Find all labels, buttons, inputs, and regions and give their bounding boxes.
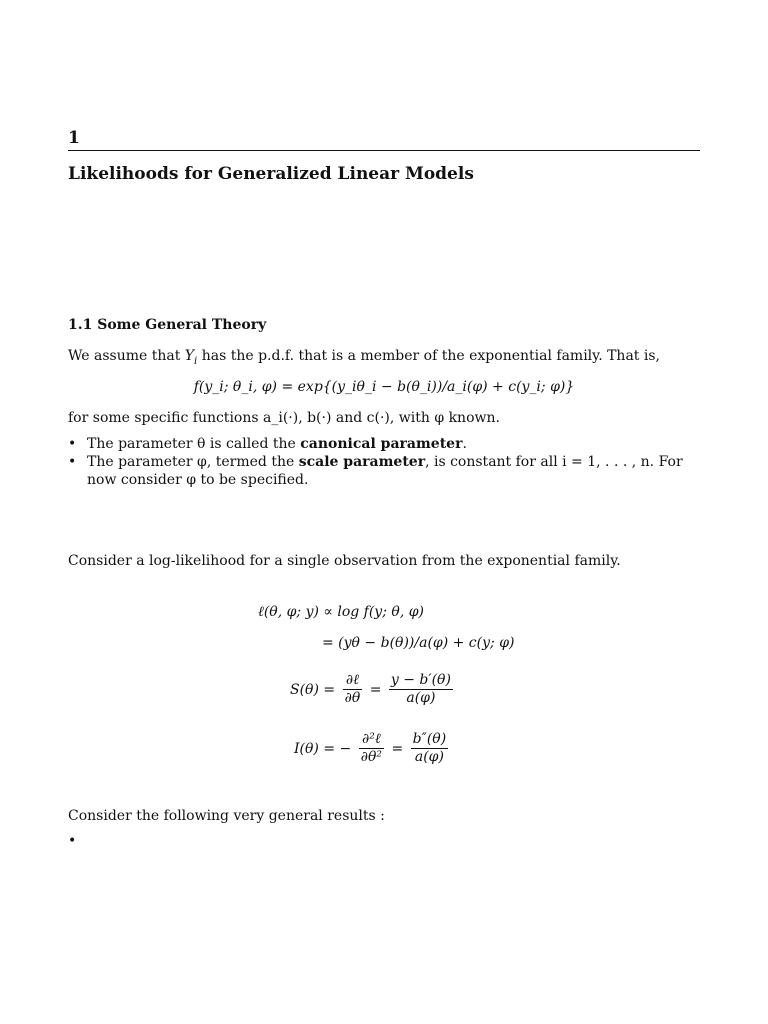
bullet-text-before: The parameter φ, termed the: [87, 454, 299, 470]
section-title: 1.1 Some General Theory: [68, 317, 267, 333]
info-lhs: I(θ) = −: [294, 740, 352, 757]
info-frac1-num: ∂²ℓ: [359, 731, 384, 749]
score-frac2-num: y − b′(θ): [390, 672, 451, 688]
pdf-equation: [0, 379, 768, 395]
loglik-intro: Consider a log-likelihood for a single observation from the exponential family.: [68, 553, 621, 569]
chapter-title: Likelihoods for Generalized Linear Models: [68, 164, 474, 184]
bullet-dot: •: [68, 454, 77, 470]
assume-text-b: has the p.d.f. that is a member of the exponential family. That is,: [197, 348, 660, 364]
score-fraction-derivative: [343, 672, 363, 707]
results-intro: Consider the following very general results :: [68, 808, 385, 824]
info-frac2-num: b″(θ): [412, 731, 447, 747]
info-fraction-value: [411, 731, 449, 766]
bullet-bold: scale parameter: [298, 454, 426, 470]
score-frac1-den: ∂θ: [344, 690, 361, 706]
assume-sub: i: [194, 355, 198, 367]
info-frac2-den: a(φ): [414, 749, 444, 765]
loglik-lhs: ℓ(θ, φ; y): [258, 604, 319, 620]
bullet-text-after: , is constant for all i = 1, . . . , n. For now consider φ to be specified.: [87, 454, 683, 488]
info-fraction-derivative: [359, 731, 384, 766]
bullet-canonical: [68, 435, 708, 453]
bullet-bold: canonical parameter: [300, 436, 463, 452]
specific-functions-text: [68, 410, 500, 426]
bullet-text-before: The parameter θ is called the: [87, 436, 301, 452]
intro-assumption: [68, 348, 660, 367]
score-lhs: S(θ) =: [290, 681, 336, 698]
score-equals: =: [369, 681, 382, 698]
parameter-bullet-list: [68, 435, 708, 489]
information-equation: [294, 731, 451, 766]
pdf-equation-text: f(y_i; θ_i, φ) = exp{(y_iθ_i − b(θ_i))/a_i(φ) + c(y_i; φ)}: [193, 379, 575, 395]
score-fraction-value: [389, 672, 453, 707]
score-frac1-num: ∂ℓ: [343, 672, 363, 690]
info-frac1-den: ∂θ²: [360, 749, 382, 765]
score-frac2-den: a(φ): [406, 690, 436, 706]
bullet-text-after: .: [462, 436, 467, 452]
loglik-line-2: [322, 635, 514, 651]
loglik-line2-rhs: = (yθ − b(θ))/a(φ) + c(y; φ): [322, 635, 515, 651]
assume-text-a: We assume that: [68, 348, 185, 364]
info-equals: =: [391, 740, 404, 757]
score-equation: [290, 672, 456, 707]
assume-var: Y: [184, 348, 195, 364]
specific-text: for some specific functions a_i(·), b(·) and c(·), with φ known.: [68, 410, 500, 426]
chapter-number: 1: [68, 128, 80, 148]
bullet-scale: [68, 453, 708, 489]
chapter-rule: [68, 150, 700, 151]
results-bullet: •: [68, 833, 77, 849]
loglik-line-1: [258, 604, 424, 621]
bullet-dot: •: [68, 436, 77, 452]
loglik-rhs: ∝ log f(y; θ, φ): [323, 604, 424, 620]
